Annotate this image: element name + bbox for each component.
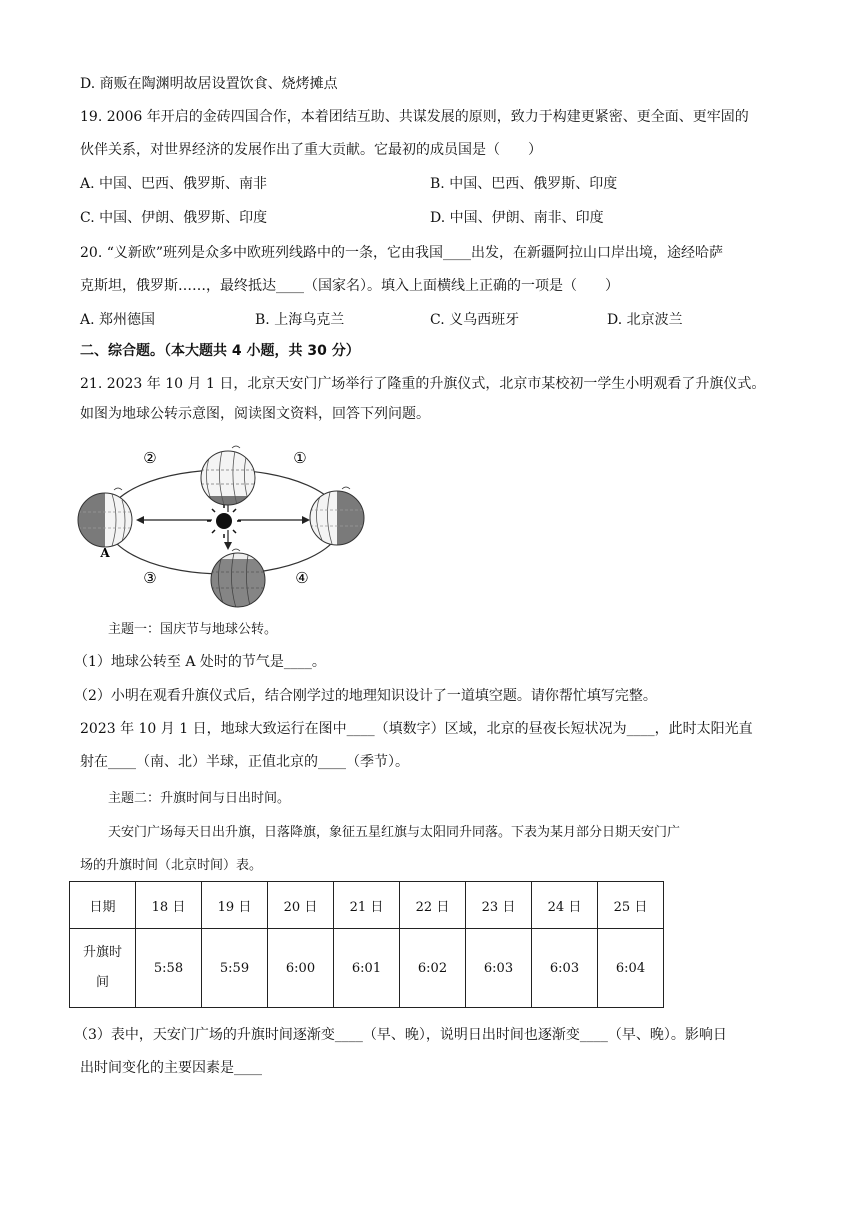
table-cell-date: 23 日: [466, 882, 532, 929]
table-cell-time: 6:04: [598, 929, 664, 1008]
q21-sub3-line2: 出时间变化的主要因素是____: [80, 1060, 262, 1076]
label-4: ④: [295, 569, 309, 587]
q19-option-c: C. 中国、伊朗、俄罗斯、印度: [80, 210, 268, 226]
q21-para1-line1: 2023 年 10 月 1 日，地球大致运行在图中____（填数字）区域，北京的昼夜长短状况为____，此时太阳光直: [80, 721, 753, 737]
table-row-dates: [70, 882, 664, 929]
q20-option-a: A. 郑州德国: [80, 312, 156, 328]
table-header-time-line2: 间: [95, 975, 109, 990]
q21-sub3-line1: （3）表中，天安门广场的升旗时间逐渐变____（早、晚），说明日出时间也逐渐变____（早、晚）。影响日: [74, 1027, 727, 1043]
label-3: ③: [143, 569, 157, 587]
table-cell-date: 19 日: [202, 882, 268, 929]
q21-para2-line2: 场的升旗时间（北京时间）表。: [80, 858, 263, 873]
table-cell-time: 6:01: [334, 929, 400, 1008]
q19-option-a: A. 中国、巴西、俄罗斯、南非: [80, 176, 268, 192]
sun-icon: [207, 504, 241, 538]
table-header-time-line1: 升旗时: [82, 945, 122, 960]
flag-raising-time-table: [69, 881, 664, 1008]
q20-option-b: B. 上海乌克兰: [255, 312, 345, 328]
section-2-title: 二、综合题。（本大题共 4 小题，共 30 分）: [80, 343, 360, 359]
table-cell-time: 5:58: [136, 929, 202, 1008]
q21-para1-line2: 射在____（南、北）半球，正值北京的____（季节）。: [80, 754, 409, 770]
table-cell-date: 24 日: [532, 882, 598, 929]
table-row-times: [70, 929, 664, 1008]
table-header-time: [70, 929, 136, 1008]
q20-option-c: C. 义乌西班牙: [430, 312, 520, 328]
table-cell-date: 25 日: [598, 882, 664, 929]
q21-sub2: （2）小明在观看升旗仪式后，结合刚学过的地理知识设计了一道填空题。请你帮忙填写完整。: [74, 688, 657, 704]
q19-stem-line1: 19. 2006 年开启的金砖四国合作，本着团结互助、共谋发展的原则，致力于构建更紧密、更全面、更牢固的: [80, 109, 749, 125]
label-1: ①: [293, 449, 307, 467]
table-cell-time: 5:59: [202, 929, 268, 1008]
table-header-date: 日期: [70, 882, 136, 929]
table-cell-time: 6:03: [532, 929, 598, 1008]
label-2: ②: [143, 449, 157, 467]
earth-revolution-diagram: [72, 430, 372, 610]
q20-stem-line1: 20. “义新欧”班列是众多中欧班列线路中的一条，它由我国____出发，在新疆阿拉山口岸出境，途经哈萨: [80, 245, 724, 261]
q19-option-b: B. 中国、巴西、俄罗斯、印度: [430, 176, 618, 192]
theme1-title: 主题一：国庆节与地球公转。: [108, 622, 278, 637]
table-cell-date: 21 日: [334, 882, 400, 929]
q21-stem-line2: 如图为地球公转示意图，阅读图文资料，回答下列问题。: [80, 406, 430, 422]
table-cell-date: 20 日: [268, 882, 334, 929]
theme2-title: 主题二：升旗时间与日出时间。: [108, 791, 291, 806]
q21-stem-line1: 21. 2023 年 10 月 1 日，北京天安门广场举行了隆重的升旗仪式，北京市某校初一学生小明观看了升旗仪式。: [80, 376, 766, 392]
point-a-label: A: [100, 546, 110, 560]
table-cell-time: 6:00: [268, 929, 334, 1008]
table-cell-date: 22 日: [400, 882, 466, 929]
table-cell-time: 6:02: [400, 929, 466, 1008]
q18-option-d: D. 商贩在陶渊明故居设置饮食、烧烤摊点: [80, 76, 338, 92]
q20-stem-line2: 克斯坦，俄罗斯……，最终抵达____（国家名）。填入上面横线上正确的一项是（ ）: [80, 278, 619, 294]
table-cell-date: 18 日: [136, 882, 202, 929]
q21-sub1: （1）地球公转至 A 处时的节气是____。: [74, 654, 326, 670]
q20-option-d: D. 北京波兰: [607, 312, 683, 328]
q19-stem-line2: 伙伴关系，对世界经济的发展作出了重大贡献。它最初的成员国是（ ）: [80, 142, 542, 158]
table-cell-time: 6:03: [466, 929, 532, 1008]
q21-para2-line1: 天安门广场每天日出升旗，日落降旗，象征五星红旗与太阳同升同落。下表为某月部分日期天安门广: [108, 825, 681, 840]
q19-option-d: D. 中国、伊朗、南非、印度: [430, 210, 604, 226]
